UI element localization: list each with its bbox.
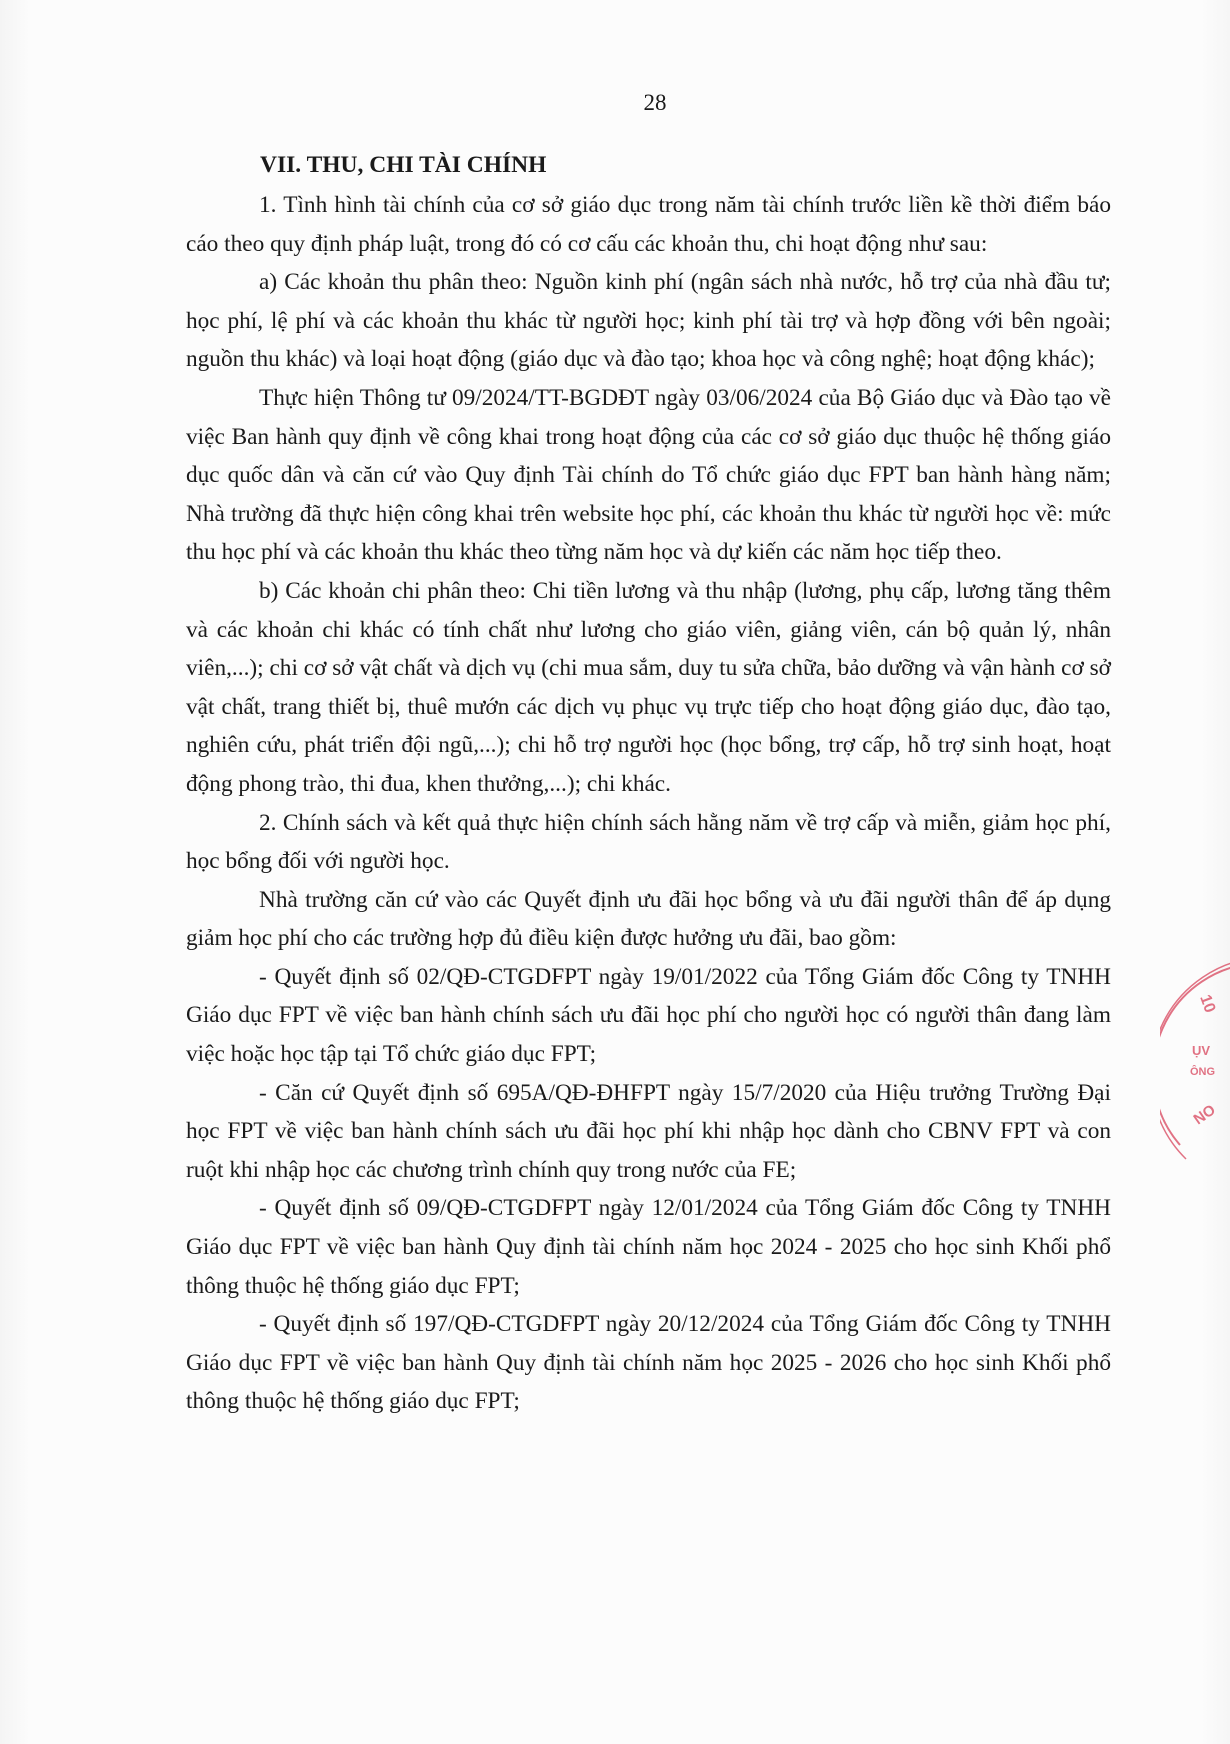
list-item-decision-09: - Quyết định số 09/QĐ-CTGDFPT ngày 12/01/2024 của Tổng Giám đốc Công ty TNHH Giáo dục FPT về việc ban hành Quy định tài chính năm học 2024 - 2025 cho học sinh Khối phổ thông thuộc hệ thống giáo dục FPT; [186, 1195, 1111, 1299]
paragraph-revenue-breakdown: a) Các khoản thu phân theo: Nguồn kinh phí (ngân sách nhà nước, hỗ trợ của nhà đầu tư; học phí, lệ phí và các khoản thu khác từ người học; kinh phí tài trợ và hợp đồng với bên ngoài; nguồn thu khác) và loại hoạt động (giáo dục và đào tạo; khoa học và công nghệ; hoạt động khác); [186, 269, 1111, 373]
stamp-fragment-2: ỤV [1192, 1043, 1211, 1058]
paragraph-circular-implementation: Thực hiện Thông tư 09/2024/TT-BGDĐT ngày 03/06/2024 của Bộ Giáo dục và Đào tạo về việc Ban hành quy định về công khai trong hoạt động của các cơ sở giáo dục thuộc hệ thống giáo dục quốc dân và căn cứ vào Quy định Tài chính do Tổ chức giáo dục FPT ban hành hàng năm; Nhà trường đã thực hiện công khai trên website học phí, các khoản thu khác từ người học về: mức thu học phí và các khoản thu khác theo từng năm học và dự kiến các năm học tiếp theo. [186, 384, 1111, 566]
paragraph-financial-situation: 1. Tình hình tài chính của cơ sở giáo dục trong năm tài chính trước liền kề thời điểm báo cáo theo quy định pháp luật, trong đó có cơ cấu các khoản thu, chi hoạt động như sau: [186, 192, 1111, 257]
stamp-fragment-1: 10 [1196, 992, 1219, 1016]
red-seal-stamp [1160, 955, 1230, 1170]
paragraph-scholarship-basis: Nhà trường căn cứ vào các Quyết định ưu đãi học bổng và ưu đãi người thân để áp dụng giảm học phí cho các trường hợp đủ điều kiện được hưởng ưu đãi, bao gồm: [186, 886, 1111, 952]
list-item-decision-695a: - Căn cứ Quyết định số 695A/QĐ-ĐHFPT ngày 15/7/2020 của Hiệu trưởng Trường Đại học FPT về việc ban hành chính sách ưu đãi học phí khi nhập học dành cho CBNV FPT và con ruột khi nhập học các chương trình chính quy trong nước của FE; [186, 1079, 1111, 1183]
section-heading: VII. THU, CHI TÀI CHÍNH [260, 152, 547, 178]
list-item-decision-197: - Quyết định số 197/QĐ-CTGDFPT ngày 20/12/2024 của Tổng Giám đốc Công ty TNHH Giáo dục FPT về việc ban hành Quy định tài chính năm học 2025 - 2026 cho học sinh Khối phổ thông thuộc hệ thống giáo dục FPT; [186, 1311, 1111, 1415]
stamp-fragment-4: NO [1190, 1101, 1219, 1129]
paragraph-policy-heading: 2. Chính sách và kết quả thực hiện chính sách hằng năm về trợ cấp và miễn, giảm học phí, học bổng đối với người học. [186, 809, 1111, 875]
page-number: 28 [643, 90, 667, 115]
paragraph-expense-breakdown: b) Các khoản chi phân theo: Chi tiền lương và thu nhập (lương, phụ cấp, lương tăng thêm và các khoản chi khác có tính chất như lương cho giáo viên, giảng viên, cán bộ quản lý, nhân viên,...); chi cơ sở vật chất và dịch vụ (chi mua sắm, duy tu sửa chữa, bảo dưỡng và vận hành cơ sở vật chất, trang thiết bị, thuê mướn các dịch vụ phục vụ trực tiếp cho hoạt động giáo dục, đào tạo, nghiên cứu, phát triển đội ngũ,...); chi hỗ trợ người học (học bổng, trợ cấp, hỗ trợ sinh hoạt, hoạt động phong trào, thi đua, khen thưởng,...); chi khác. [186, 577, 1111, 797]
document-body [186, 146, 1111, 1421]
list-item-decision-02: - Quyết định số 02/QĐ-CTGDFPT ngày 19/01/2022 của Tổng Giám đốc Công ty TNHH Giáo dục FPT về việc ban hành chính sách ưu đãi học phí cho người học có người thân đang làm việc hoặc học tập tại Tổ chức giáo dục FPT; [186, 963, 1111, 1068]
stamp-fragment-3: ÔNG [1190, 1066, 1216, 1078]
